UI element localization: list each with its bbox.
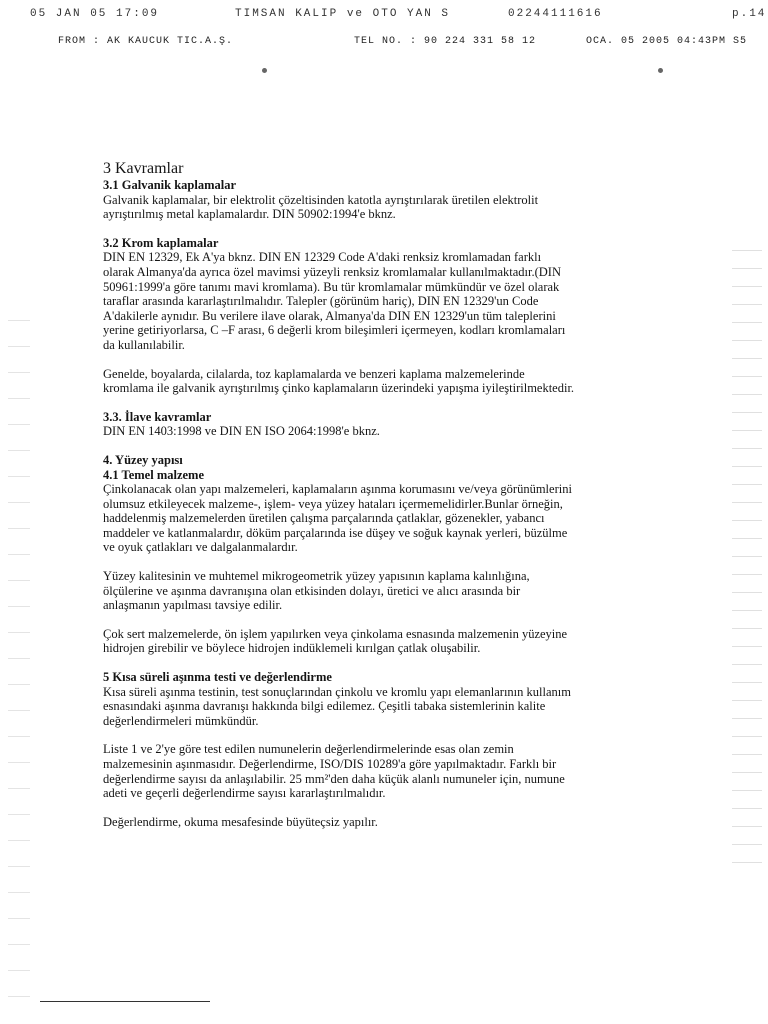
fax-sender: TIMSAN KALIP ve OTO YAN S <box>235 8 451 20</box>
fax-tel: TEL NO. : 90 224 331 58 12 <box>354 36 537 47</box>
section-4-1-paragraph <box>103 482 688 555</box>
text-line: taraflar arasında kararlaştırılmalıdır. Talepler (görünüm hariç), DIN EN 12329'un Code <box>103 294 539 309</box>
fax-sender-line <box>58 36 768 50</box>
fax-number: 02244111616 <box>508 8 603 20</box>
section-4-1-paragraph-2 <box>103 569 688 613</box>
section-3-2-heading: 3.2 Krom kaplamalar <box>103 235 219 250</box>
text-line: hidrojen girebilir ve böylece hidrojen indüklemeli kırılgan çatlak oluşabilir. <box>103 641 481 656</box>
scan-noise-left <box>8 320 30 1000</box>
section-3-1-paragraph <box>103 193 688 222</box>
section-3-heading: 3 Kavramlar <box>103 160 184 177</box>
text-line: ve oyuk çatlakları ve dalgalanmalardır. <box>103 540 298 555</box>
section-4-1-paragraph-3 <box>103 627 688 656</box>
text-line: Liste 1 ve 2'ye göre test edilen numunelerin değerlendirmelerinde esas olan zemin <box>103 742 514 757</box>
text-line: malzemesinin aşınmasıdır. Değerlendirme, ISO/DIS 10289'a göre yapılmaktadır. Farklı bir <box>103 757 557 771</box>
text-line: Çok sert malzemelerde, ön işlem yapılırken veya çinkolama esnasında malzemenin yüzeyine <box>103 626 568 641</box>
text-line: kromlama ile galvanik ayrıştırılmış çinko kaplamaların üzerindeki yapışma iyileştirilmektedir. <box>103 381 575 396</box>
section-5-heading: 5 Kısa süreli aşınma testi ve değerlendirme <box>103 670 332 685</box>
punch-hole-mark <box>658 68 663 73</box>
text-line: yerine getiriyorlarsa, C –F arası, 6 değerli krom bileşimleri içermeyen, kodları kromlamaları <box>103 323 566 338</box>
text-line: değerlendirmeleri mümkündür. <box>103 713 259 728</box>
scan-artifact-line <box>40 1001 210 1002</box>
fax-from: FROM : AK KAUCUK TIC.A.Ş. <box>58 36 234 47</box>
section-3-3-heading: 3.3. İlave kavramlar <box>103 409 212 424</box>
text-line: olarak Almanya'da ayrıca özel mavimsi yüzeyli renksiz kromlamalar kullanılmaktadır.(DIN <box>103 264 561 279</box>
text-line: Yüzey kalitesinin ve muhtemel mikrogeometrik yüzey yapısının kaplama kalınlığına, <box>103 569 530 584</box>
scan-noise-right <box>732 250 762 870</box>
text-line: haddelenmiş malzemelerden üretilen çalışma parçalarında çatlaklar, gözenekler, yabancı <box>103 511 545 526</box>
section-4-heading: 4. Yüzey yapısı <box>103 452 183 467</box>
text-line: da kullanılabilir. <box>103 337 185 352</box>
section-5-paragraph-2 <box>103 742 688 800</box>
section-4-1-heading: 4.1 Temel malzeme <box>103 467 205 482</box>
text-line: değerlendirme sayısı da anlaşılabilir. 25 mm²'den daha küçük alanlı numuneler için, numune <box>103 771 565 786</box>
text-line: esnasındaki aşınma davranışı hakkında bilgi edilemez. Çeşitli tabaka sistemlerinin kalite <box>103 699 546 714</box>
text-line: A'dakilerle aynıdır. Bu verilere ilave olarak, Almanya'da DIN EN 12329'un tüm taleplerini <box>103 308 556 323</box>
section-3-1-heading: 3.1 Galvanik kaplamalar <box>103 178 237 192</box>
text-line: DIN EN 12329, Ek A'ya bknz. DIN EN 12329 Code A'daki renksiz kromlamadan farklı <box>103 250 542 265</box>
text-line: olumsuz etkileyecek malzeme-, işlem- veya yüzey hataları içermemelidirler.Bunlar örneğin, <box>103 496 563 511</box>
punch-hole-mark <box>262 68 267 73</box>
text-line: DIN EN 1403:1998 ve DIN EN ISO 2064:1998'e bknz. <box>103 424 380 439</box>
text-line: Değerlendirme, okuma mesafesinde büyüteçsiz yapılır. <box>103 814 378 829</box>
section-3-2-paragraph <box>103 250 688 352</box>
section-5-paragraph <box>103 685 688 729</box>
text-line: 50961:1999'a göre tanımı mavi kromlama). Bu tür kromlamalar mümkündür ve özel olarak <box>103 279 560 294</box>
text-line: Galvanik kaplamalar, bir elektrolit çözeltisinden katotla ayrıştırılarak üretilen elektrolit <box>103 192 539 207</box>
section-3-2-paragraph-2 <box>103 367 688 396</box>
fax-page-number: p.14 <box>732 8 767 20</box>
text-line: Çinkolanacak olan yapı malzemeleri, kaplamaların aşınma korumasını ve/veya görünümlerini <box>103 482 572 497</box>
section-3-3-paragraph <box>103 424 688 439</box>
fax-date-time: 05 JAN 05 17:09 <box>30 8 160 20</box>
text-line: ölçülerine ve aşınma davranışına olan etkisinden dolayı, üretici ve alıcı arasında bir <box>103 583 521 598</box>
text-line: maddeler ve katlanmalardır, döküm parçalarında ise düşey ve soğuk kaynak yerleri, büzülme <box>103 525 568 540</box>
text-line: adeti ve geçerli değerlendirme sayısı kararlaştırılmalıdır. <box>103 786 386 801</box>
text-line: ayrıştırılmış metal kaplamalardır. DIN 50902:1994'e bknz. <box>103 207 396 222</box>
text-line: Kısa süreli aşınma testinin, test sonuçlarından çinkolu ve kromlu yapı elemanlarının kullanım <box>103 684 571 699</box>
document-body <box>103 160 688 829</box>
text-line: anlaşmanın yapılması tavsiye edilir. <box>103 598 283 613</box>
fax-transmission-header <box>30 8 768 22</box>
text-line: Genelde, boyalarda, cilalarda, toz kaplamalarda ve benzeri kaplama malzemelerinde <box>103 366 525 381</box>
fax-received: OCA. 05 2005 04:43PM S5 <box>586 36 748 47</box>
section-5-paragraph-3 <box>103 815 688 830</box>
